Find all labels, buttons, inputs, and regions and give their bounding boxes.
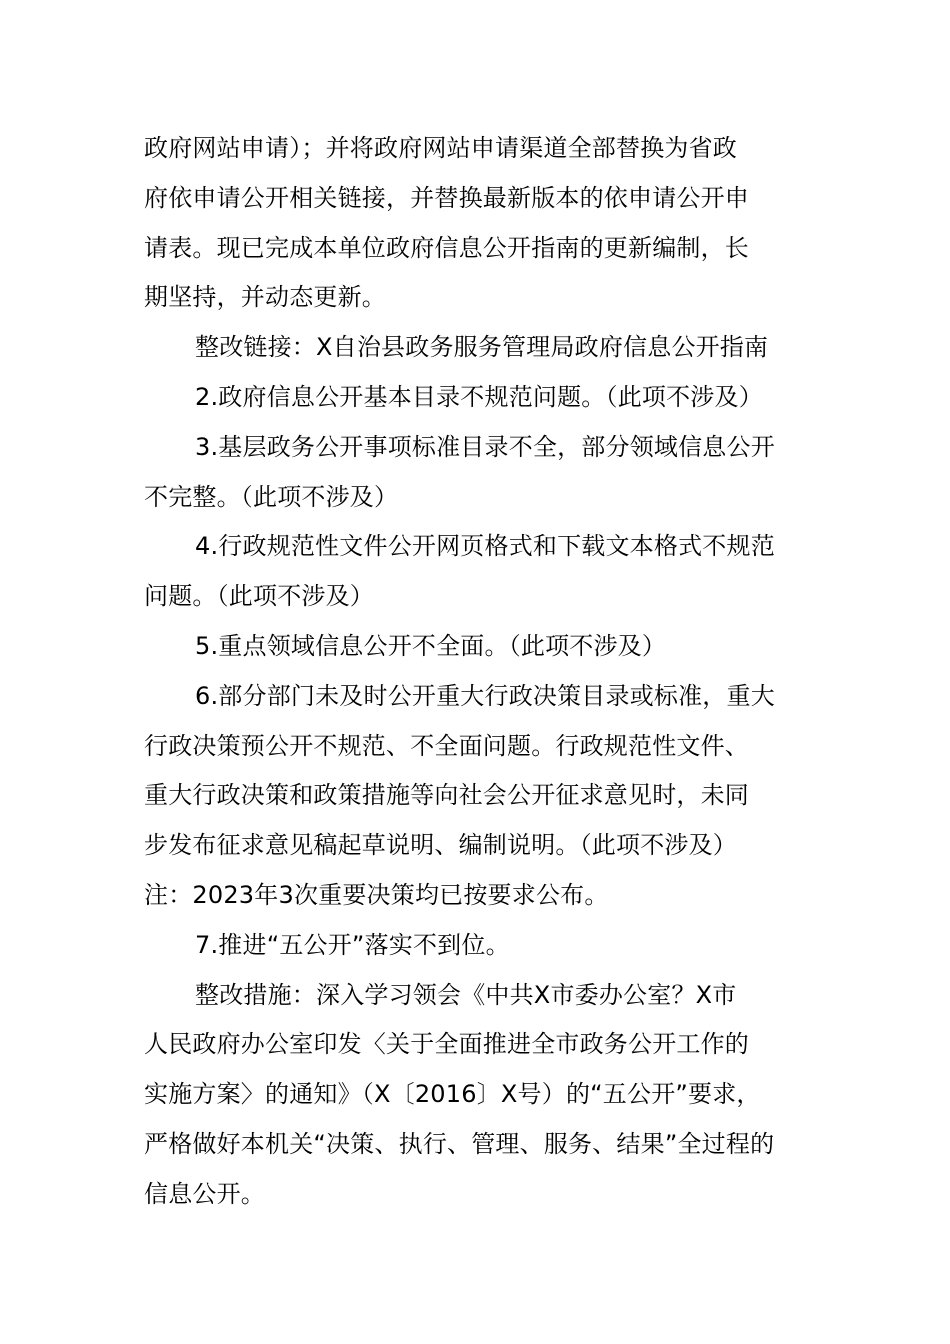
text-line: 实施方案〉的通知》（X〔2016〕X号）的“五公开”要求， xyxy=(144,1080,761,1109)
note-line: 注：2023年3次重要决策均已按要求公布。 xyxy=(144,880,609,909)
text-line: 请表。现已完成本单位政府信息公开指南的更新编制，长 xyxy=(144,233,749,262)
text-line: 人民政府办公室印发〈关于全面推进全市政务公开工作的 xyxy=(144,1030,749,1059)
text-line: 政府网站申请）；并将政府网站申请渠道全部替换为省政 xyxy=(144,134,737,162)
item-4-line: 4.行政规范性文件公开网页格式和下载文本格式不规范 xyxy=(195,532,775,561)
rectification-link-line: 整改链接：X自治县政务服务管理局政府信息公开指南 xyxy=(195,333,769,362)
item-3-line: 3.基层政务公开事项标准目录不全，部分领域信息公开 xyxy=(195,432,775,461)
text-line: 步发布征求意见稿起草说明、编制说明。（此项不涉及） xyxy=(144,831,737,860)
text-line: 期坚持，并动态更新。 xyxy=(144,283,386,312)
text-line: 行政决策预公开不规范、不全面问题。行政规范性文件、 xyxy=(144,731,749,760)
text-line: 严格做好本机关“决策、执行、管理、服务、结果”全过程的 xyxy=(144,1129,775,1158)
text-line: 重大行政决策和政策措施等向社会公开征求意见时，未同 xyxy=(144,781,749,810)
item-7-line: 7.推进“五公开”落实不到位。 xyxy=(195,930,510,959)
rectification-measures-line: 整改措施：深入学习领会《中共X市委办公室？X市 xyxy=(195,980,737,1009)
item-2-line: 2.政府信息公开基本目录不规范问题。（此项不涉及） xyxy=(195,382,763,411)
text-line: 问题。（此项不涉及） xyxy=(144,582,374,611)
document-page xyxy=(144,124,808,1220)
item-5-line: 5.重点领域信息公开不全面。（此项不涉及） xyxy=(195,631,667,660)
text-line: 信息公开。 xyxy=(144,1179,265,1208)
text-line: 府依申请公开相关链接，并替换最新版本的依申请公开申 xyxy=(144,183,749,212)
item-6-line: 6.部分部门未及时公开重大行政决策目录或标准，重大 xyxy=(195,681,775,710)
text-line: 不完整。（此项不涉及） xyxy=(144,482,399,511)
